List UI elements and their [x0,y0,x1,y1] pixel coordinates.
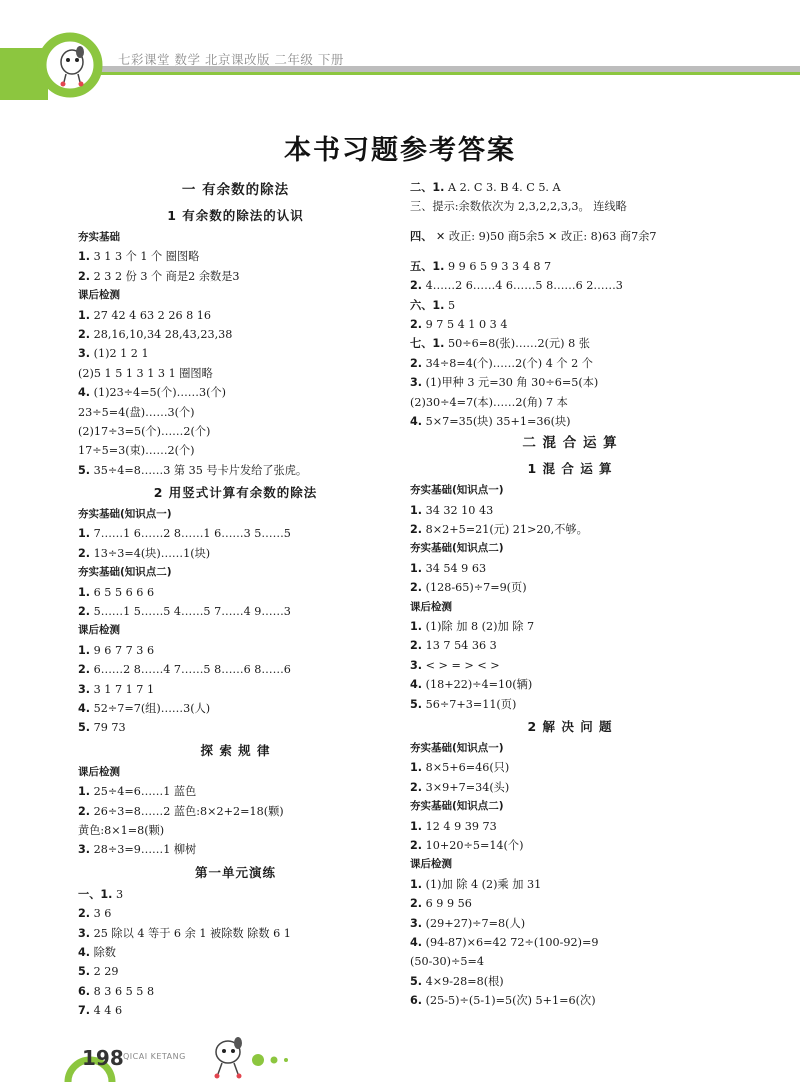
answer-text: 7……1 6……2 8……1 6……3 5……5 [90,527,291,541]
footer-dot-large [252,1054,264,1066]
answer-line [410,393,730,412]
item-number: 2. [78,663,91,677]
answer-line [78,461,393,480]
answer-text: 8 3 6 5 5 8 [90,984,155,998]
section-heading: 二 混 合 运 算 [522,435,618,452]
answer-line [410,197,730,216]
answer-text: 9 9 6 5 9 3 3 4 8 7 [444,259,552,273]
left-column [78,178,393,1020]
answer-line [410,501,730,520]
exercise-group-label: 课后检测 [410,600,452,613]
answer-line [78,885,393,904]
exercise-group-label: 课后检测 [410,858,452,871]
answer-text: 10+20÷5=14(个) [422,838,524,852]
item-number: 3. [78,843,91,857]
answer-text: 27 42 4 63 2 26 8 16 [90,308,212,322]
item-number: 1. [78,527,91,541]
item-number: 6. [78,984,91,998]
subsection-heading: 1 有余数的除法的认识 [167,208,304,223]
item-number: 4. [410,414,423,428]
item-number: 2. [78,546,91,560]
answer-text: (1)甲种 3 元=30 角 30÷6=5(本) [422,376,599,390]
right-column [410,178,730,1010]
item-number: 2. [410,356,423,370]
answer-text: 6……2 8……4 7……5 8……6 8……6 [90,663,291,677]
answer-text: 5×7=35(块) 35+1=36(块) [422,414,571,428]
item-number: 一、1. [78,887,113,901]
answer-line [410,178,730,197]
exercise-group-label: 夯实基础(知识点二) [78,566,172,579]
answer-text: 52÷7=7(组)……3(人) [90,701,211,715]
page-header [0,0,800,110]
answer-text: 4×9-28=8(根) [422,974,504,988]
item-number: 2. [410,279,423,293]
answer-line [78,641,393,660]
answer-text: 28÷3=9……1 柳树 [90,843,197,857]
item-number: 2. [410,639,423,653]
exercise-group-label: 夯实基础(知识点二) [410,542,504,555]
item-number: 3. [410,916,423,930]
answer-line [410,952,730,971]
answer-line [410,675,730,694]
item-number: 4. [410,935,423,949]
exercise-group-label: 夯实基础(知识点二) [410,800,504,813]
answer-line [410,836,730,855]
answer-line [78,1001,393,1020]
answer-line [78,325,393,344]
exercise-group-label: 夯实基础 [78,231,120,243]
item-number: 1. [410,503,423,517]
answer-line [78,441,393,460]
subsection-heading: 1 混 合 运 算 [527,461,613,477]
item-number: 七、1. [410,337,445,351]
answer-line [410,933,730,952]
answer-line [410,817,730,836]
answer-text: 黄色:8×1=8(颗) [78,823,165,837]
answer-text: 25÷4=6……1 蓝色 [90,785,197,799]
exercise-group-label: 夯实基础(知识点一) [78,508,172,521]
answer-text: (18+22)÷4=10(辆) [422,678,533,692]
item-number: 1. [78,585,91,599]
answer-text: (2)17÷3=5(个)……2(个) [78,424,211,438]
answer-text: (29+27)÷7=8(人) [422,916,526,930]
item-number: 5. [78,965,91,979]
answer-text: 56÷7+3=11(页) [422,697,517,711]
item-number: 1. [410,761,423,775]
answer-text: 8×5+6=46(只) [422,761,510,775]
answer-text: (128-65)÷7=9(页) [422,581,527,595]
answer-line [78,718,393,737]
item-number: 2. [410,523,423,537]
answer-text: < > = > < > [422,658,500,672]
answer-line [78,422,393,441]
answer-line [410,354,730,373]
subsection-heading: 2 解 决 问 题 [527,718,613,734]
item-number: 五、1. [410,259,445,273]
answer-line [410,991,730,1010]
item-number: 4. [78,701,91,715]
answer-text: 4……2 6……4 6……5 8……6 2……3 [422,279,623,293]
item-number: 2. [410,780,423,794]
answer-text: (1)加 除 4 (2)乘 加 31 [422,877,542,891]
item-number: 2. [78,327,91,341]
answer-text: 79 73 [90,721,126,735]
answer-text: 6 9 9 56 [422,897,472,911]
answer-text: 3 1 3 个 1 个 圈图略 [90,250,200,264]
answer-text: 4 4 6 [90,1004,123,1018]
answer-text: 6 5 5 6 6 6 [90,585,155,599]
item-number: 1. [78,643,91,657]
section-heading: 一 有余数的除法 [181,182,290,198]
exercise-group-label: 夯实基础(知识点一) [410,484,504,497]
item-number: 6. [410,994,423,1008]
answer-text: 8×2+5=21(元) 21>20,不够。 [422,523,588,537]
answer-text: 26÷3=8……2 蓝色:8×2+2=18(颗) [90,804,284,818]
answer-line [78,962,393,981]
answer-line [410,875,730,894]
item-number: 1. [78,308,91,322]
answer-line [410,695,730,714]
item-number: 2. [410,838,423,852]
item-number: 3. [410,658,423,672]
answer-text: 三、提示:余数依次为 2,3,2,2,3,3。 连线略 [410,200,627,214]
answer-text: ✕ 改正: 9)50 商5余5 ✕ 改正: 8)63 商7余7 [432,229,657,243]
answer-line [410,296,730,315]
subsection-heading: 2 用竖式计算有余数的除法 [153,485,318,501]
answer-line [78,364,393,383]
answer-line [410,373,730,392]
answer-text: 25 除以 4 等于 6 余 1 被除数 除数 6 1 [90,926,291,940]
subsection-heading: 第一单元演练 [194,864,276,880]
footer-dot-small [284,1058,288,1062]
answer-line [410,758,730,777]
answer-line [410,334,730,353]
answer-text: 2 3 2 份 3 个 商是2 余数是3 [90,269,240,283]
answer-text: 13÷3=4(块)……1(块) [90,546,211,560]
answer-text: 12 4 9 39 73 [422,819,497,833]
answer-line [78,982,393,1001]
answer-line [78,344,393,363]
exercise-group-label: 课后检测 [78,289,120,302]
answer-line [78,943,393,962]
answer-text: 13 7 54 36 3 [422,639,497,653]
footer-mascot-icon [215,1037,243,1079]
answer-text: 9 6 7 7 3 6 [90,643,155,657]
answer-text: 2 29 [90,965,119,979]
answer-text: 9 7 5 4 1 0 3 4 [422,317,508,331]
answer-line [410,559,730,578]
answer-text: A 2. C 3. B 4. C 5. A [444,181,561,194]
item-number: 5. [410,697,423,711]
answer-line [410,617,730,636]
answer-line [78,583,393,602]
item-number: 1. [78,785,91,799]
answer-line [78,904,393,923]
answer-text: (2)30÷4=7(本)……2(角) 7 本 [410,395,568,409]
answer-text: 3 [112,887,124,901]
item-number: 3. [78,347,91,361]
answer-line [410,778,730,797]
item-number: 1. [410,620,423,634]
answer-line [78,802,393,821]
item-number: 5. [410,974,423,988]
item-number: 1. [410,819,423,833]
item-number: 3. [78,926,91,940]
exercise-group-label: 夯实基础(知识点一) [410,741,504,754]
item-number: 1. [410,877,423,891]
answer-line [410,217,730,257]
item-number: 2. [78,605,91,619]
answer-line [78,821,393,840]
item-number: 4. [78,945,91,959]
answer-line [78,524,393,543]
answer-text: 17÷5=3(束)……2(个) [78,444,195,458]
item-number: 7. [78,1004,91,1018]
answer-text: 28,16,10,34 28,43,23,38 [90,327,233,341]
answer-text: 50÷6=8(张)……2(元) 8 张 [444,337,590,351]
item-number: 4. [78,386,91,400]
answer-text: 5 [444,298,456,312]
answer-line [410,636,730,655]
footer-dot-medium [271,1057,278,1064]
answer-line [78,247,393,266]
answer-line [410,257,730,276]
answer-line [410,412,730,431]
answer-line [410,656,730,675]
answer-text: 3 1 7 1 7 1 [90,682,155,696]
answer-text: 3×9+7=34(头) [422,780,510,794]
answer-text: 23÷5=4(盘)……3(个) [78,405,195,419]
answer-text: 34 54 9 63 [422,561,487,575]
answer-line [78,924,393,943]
answer-text: (1)23÷4=5(个)……3(个) [90,386,226,400]
item-number: 2. [410,581,423,595]
answer-text: (1)除 加 8 (2)加 除 7 [422,620,535,634]
answer-line [410,520,730,539]
answer-text: 34 32 10 43 [422,503,494,517]
answer-line [78,383,393,402]
item-number: 2. [78,907,91,921]
answer-text: 5……1 5……5 4……5 7……4 9……3 [90,605,291,619]
answer-text: 除数 [90,945,116,959]
answer-text: 3 6 [90,907,112,921]
answer-line [410,914,730,933]
item-number: 5. [78,463,91,477]
answer-line [410,894,730,913]
item-number: 3. [78,682,91,696]
item-number: 2. [410,897,423,911]
page-footer [0,1030,800,1083]
answer-text: (2)5 1 5 1 3 1 3 1 圈图略 [78,366,213,380]
page-title: 本书习题参考答案 [284,135,516,166]
item-number: 4. [410,678,423,692]
answer-text: (1)2 1 2 1 [90,347,149,361]
page-number: 198 [82,1046,124,1070]
item-number: 四、 [410,229,433,243]
item-number: 1. [410,561,423,575]
exercise-group-label: 课后检测 [78,765,120,778]
answer-text: 34÷8=4(个)……2(个) 4 个 2 个 [422,356,593,370]
answer-text: (94-87)×6=42 72÷(100-92)=9 [422,935,599,949]
exercise-group-label: 课后检测 [78,624,120,637]
header-green-bar [90,72,800,75]
answer-line [78,660,393,679]
footer-brand: QICAI KETANG [123,1052,186,1061]
answer-line [410,578,730,597]
answer-line [78,602,393,621]
answer-line [78,680,393,699]
answer-text: (50-30)÷5=4 [410,955,484,969]
item-number: 5. [78,721,91,735]
answer-line [78,267,393,286]
answer-line [78,840,393,859]
item-number: 2. [410,317,423,331]
answer-line [78,699,393,718]
answer-line [78,544,393,563]
item-number: 2. [78,804,91,818]
item-number: 二、1. [410,181,445,194]
item-number: 3. [410,376,423,390]
answer-line [78,306,393,325]
item-number: 2. [78,269,91,283]
item-number: 1. [78,250,91,264]
subsection-heading: 探 索 规 律 [200,742,271,758]
answer-line [78,403,393,422]
answer-text: 35÷4=8……3 第 35 号卡片发给了张虎。 [90,463,308,477]
answer-line [410,972,730,991]
answer-line [410,315,730,334]
item-number: 六、1. [410,298,445,312]
header-series-text: 七彩课堂 数学 北京课改版 二年级 下册 [118,52,344,67]
answer-text: (25-5)÷(5-1)=5(次) 5+1=6(次) [422,994,596,1008]
answer-line [78,782,393,801]
answer-line [410,276,730,295]
